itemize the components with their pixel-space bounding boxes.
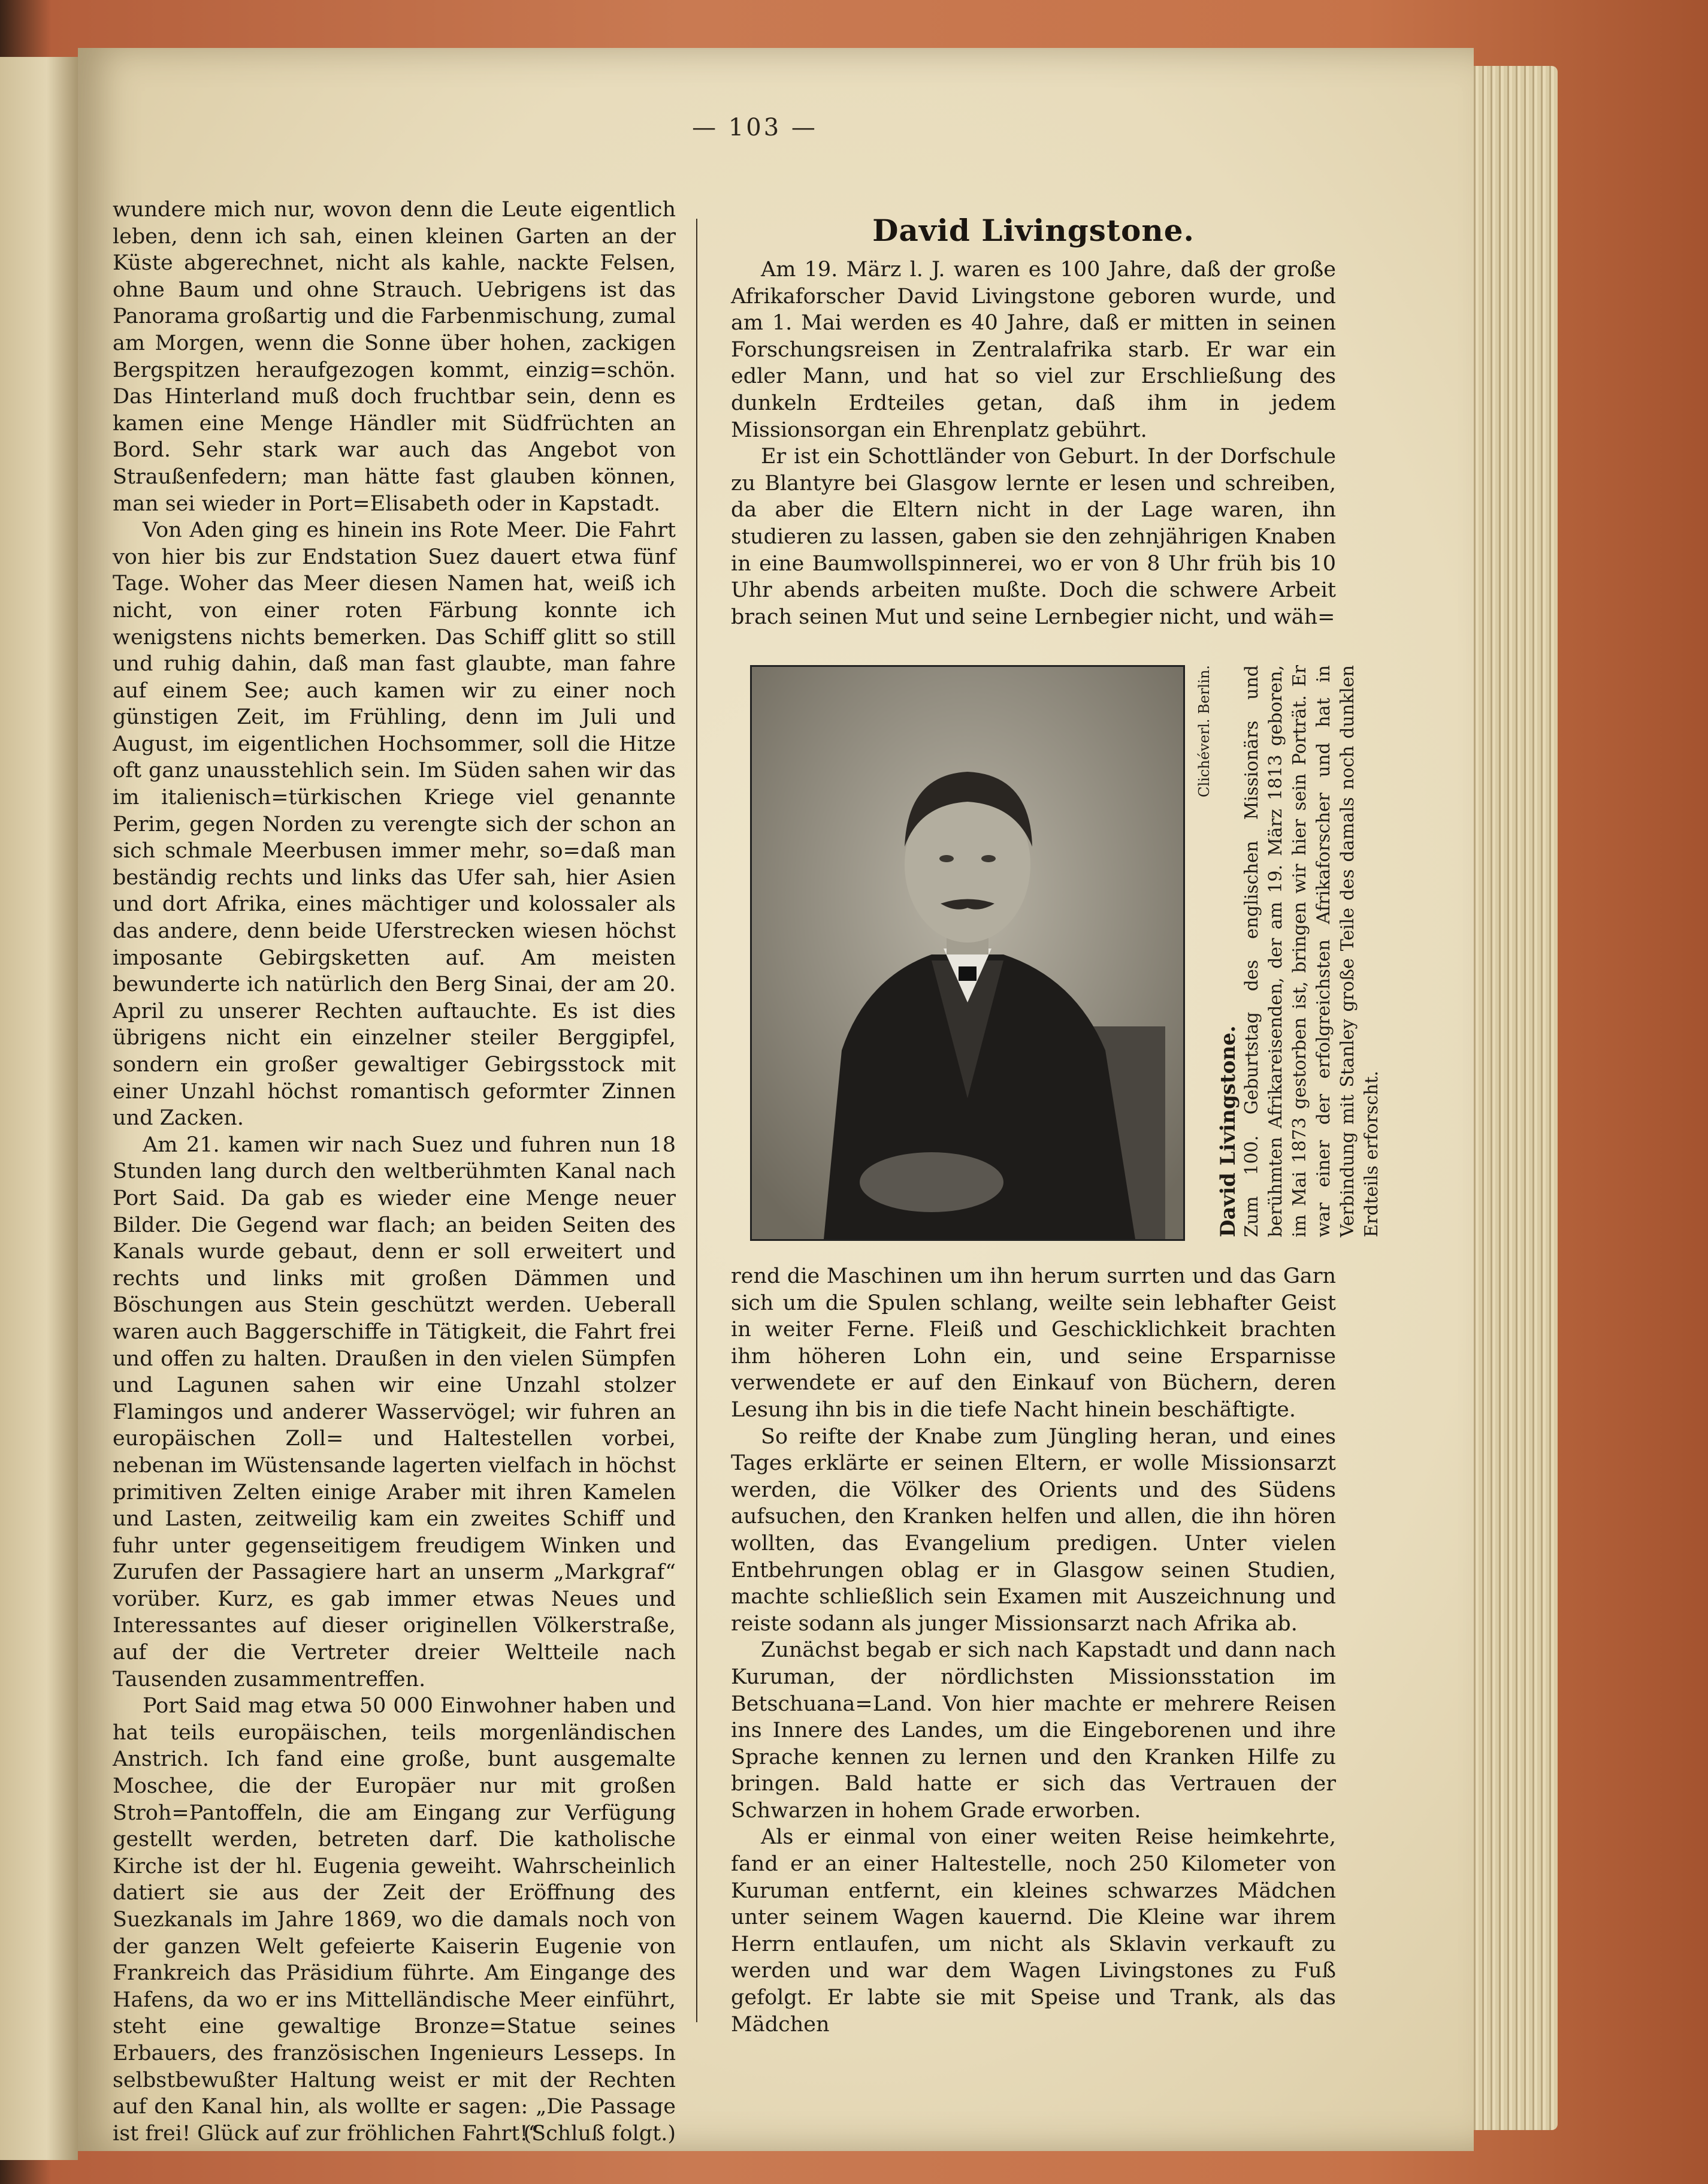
page-number: — 103 —: [692, 114, 818, 141]
page-edges: [1462, 66, 1558, 2130]
article-column-top: [731, 256, 1336, 640]
photo-credit: Clichéverl. Berlin.: [1196, 665, 1213, 798]
livingstone-portrait-photo: [750, 665, 1185, 1241]
paragraph: So reifte der Knabe zum Jüngling heran, und eines Tages erklärte er seinen Eltern, er wolle Missionsarzt werden, die Völker des Orients und des Südens aufsuchen, den Kranken helfen und allen, die ihn hören wollten, das Evangelium predigen. Unter vielen Entbehrungen oblag er in Glasgow seinen Studien, machte schließlich sein Examen mit Auszeichnung und reiste sodann als junger Missionsarzt nach Afrika ab.: [731, 1424, 1336, 1636]
photo-caption: [1192, 665, 1382, 1237]
paragraph: Am 21. kamen wir nach Suez und fuhren nun 18 Stunden lang durch den weltberühmten Kanal nach Port Said. Da gab es wieder eine Menge neuer Bilder. Die Gegend war flach; an beiden Seiten des Kanals wurde gebaut, denn er soll erweitert und rechts und links mit großen Dämmen und Böschungen aus Stein geschützt werden. Ueberall waren auch Baggerschiffe in Tätigkeit, die Fahrt frei und offen zu halten. Draußen in den vielen Sümpfen und Lagunen sahen wir eine Unzahl stolzer Flamingos und anderer Wasservögel; wir fuhren an europäischen Zoll= und Haltestellen vorbei, nebenan im Wüstensande lagerten vielfach in höchst primitiven Zelten einige Araber mit ihren Kamelen und Lasten, zeitweilig kam ein zweites Schiff und fuhr unter gegenseitigem freudigem Winken und Zurufen der Passagiere hart an unserm „Markgraf“ vorüber. Kurz, es gab immer etwas Neues und Interessantes auf dieser originellen Völkerstraße, auf der die Vertreter dreier Weltteile nach Tausenden zusammentreffen.: [113, 1132, 676, 1691]
paragraph: Zunächst begab er sich nach Kapstadt und dann nach Kuruman, der nördlichsten Missionsstation im Betschuana=Land. Von hier machte er mehrere Reisen ins Innere des Landes, um die Eingeborenen und ihre Sprache kennen zu lernen und den Kranken Hilfe zu bringen. Bald hatte er sich das Vertrauen der Schwarzen in hohem Grade erworben.: [731, 1638, 1336, 1823]
paragraph: Von Aden ging es hinein ins Rote Meer. Die Fahrt von hier bis zur Endstation Suez dauert etwa fünf Tage. Woher das Meer diesen Namen hat, weiß ich nicht, von einer roten Färbung konnte ich wenigstens nichts bemerken. Das Schiff glitt so still und ruhig dahin, daß man fast glaubte, man fahre auf einem See; auch kamen wir zu einer noch günstigen Zeit, im Frühling, denn im Juli und August, im eigentlichen Hochsommer, soll die Hitze oft ganz unausstehlich sein. Im Süden sahen wir das im italienisch=türkischen Kriege viel genannte Perim, gegen Norden zu verengte sich der schon an sich schmale Meerbusen immer mehr, so=daß man beständig rechts und links das Ufer sah, hier Asien und dort Afrika, eines mächtiger und kolossaler als das andere, denn beide Uferstrecken wiesen höchst imposante Gebirgsketten auf. Am meisten bewunderte ich natürlich den Berg Sinai, der am 20. April zu unserer Rechten auftauchte. Es ist dies übrigens nicht ein einzelner steiler Berggipfel, sondern ein großer gewaltiger Gebirgsstock mit einer Unzahl höchst romantisch geformter Zinnen und Zacken.: [113, 518, 676, 1131]
article-title: David Livingstone.: [872, 213, 1195, 248]
facing-page-edge: [0, 57, 78, 2160]
left-column: [113, 197, 676, 2146]
paragraph: wundere mich nur, wovon denn die Leute eigentlich leben, denn ich sah, einen kleinen Garten an der Küste abgerechnet, nicht als kahle, nackte Felsen, ohne Baum und ohne Strauch. Uebrigens ist das Panorama großartig und die Farbenmischung, zumal am Morgen, wenn die Sonne über hohen, zackigen Bergspitzen heraufgezogen kommt, einzig=schön. Das Hinterland muß doch fruchtbar sein, denn es kamen eine Menge Händler mit Südfrüchten an Bord. Sehr stark war auch das Angebot von Straußenfedern; man hätte fast glauben können, man sei wieder in Port=Elisabeth oder in Kapstadt.: [113, 198, 676, 516]
column-divider: [696, 219, 697, 2022]
article-column-bottom: [731, 1263, 1336, 2037]
portrait-illustration: [752, 667, 1183, 1239]
caption-title: David Livingstone.: [1216, 1025, 1240, 1237]
paragraph: Am 19. März l. J. waren es 100 Jahre, daß der große Afrikaforscher David Livingstone geboren wurde, und am 1. Mai werden es 40 Jahre, daß er mitten in seinen Forschungsreisen in Zentralafrika starb. Er war ein edler Mann, und hat so viel zur Erschließung des dunkeln Erdteiles getan, daß ihm in jedem Missionsorgan ein Ehrenplatz gebührt.: [731, 258, 1336, 442]
paragraph: Port Said mag etwa 50 000 Einwohner haben und hat teils europäischen, teils morgenländischen Anstrich. Ich fand eine große, bunt ausgemalte Moschee, die der Europäer nur mit großen Stroh=Pantoffeln, die am Eingang zur Verfügung gestellt werden, betreten darf. Die katholische Kirche ist der hl. Eugenia geweiht. Wahrscheinlich datiert sie aus der Zeit der Eröffnung des Suezkanals im Jahre 1869, wo die damals noch von der ganzen Welt gefeierte Kaiserin Eugenie von Frankreich das Präsidium führte. Am Eingange des Hafens, da wo er ins Mittelländische Meer einführt, steht eine gewaltige Bronze=Statue seines Erbauers, des französischen Ingenieurs Lesseps. In selbstbewußter Haltung weist er mit der Rechten auf den Kanal hin, als wollte er sagen: „Die Passage ist frei! Glück auf zur fröhlichen Fahrt!“: [113, 1694, 676, 2146]
to-be-continued-note: (Schluß folgt.): [523, 2121, 676, 2146]
caption-text: Zum 100. Geburtstag des englischen Missionärs und berühmten Afrikareisenden, der am 19. März 1813 geboren, im Mai 1873 gestorben ist, bringen wir hier sein Porträt. Er war einer der erfolgreichsten Afrikaforscher und hat in Verbindung mit Stanley große Teile des damals noch dunklen Erdteils erforscht.: [1241, 665, 1382, 1237]
paragraph: rend die Maschinen um ihn herum surrten und das Garn sich um die Spulen schlang, weilte sein lebhafter Geist in weiter Ferne. Fleiß und Geschicklichkeit brachten ihm höheren Lohn ein, und seine Ersparnisse verwendete er auf den Einkauf von Büchern, deren Lesung ihn bis in die tiefe Nacht hinein beschäftigte.: [731, 1264, 1336, 1422]
paragraph: Als er einmal von einer weiten Reise heimkehrte, fand er an einer Haltestelle, noch 250 Kilometer von Kuruman entfernt, ein kleines schwarzes Mädchen unter seinem Wagen kauernd. Die Kleine war ihrem Herrn entlaufen, um nicht als Sklavin verkauft zu werden und war dem Wagen Livingstones zu Fuß gefolgt. Er labte sie mit Speise und Trank, als das Mädchen: [731, 1825, 1336, 2037]
paragraph: Er ist ein Schottländer von Geburt. In der Dorfschule zu Blantyre bei Glasgow lernte er lesen und schreiben, da aber die Eltern nicht in der Lage waren, ihn studieren zu lassen, gaben sie den zehnjährigen Knaben in eine Baumwollspinnerei, wo er von 8 Uhr früh bis 10 Uhr abends arbeiten mußte. Doch die schwere Arbeit brach seinen Mut und seine Lernbegier nicht, und wäh=: [731, 445, 1336, 629]
